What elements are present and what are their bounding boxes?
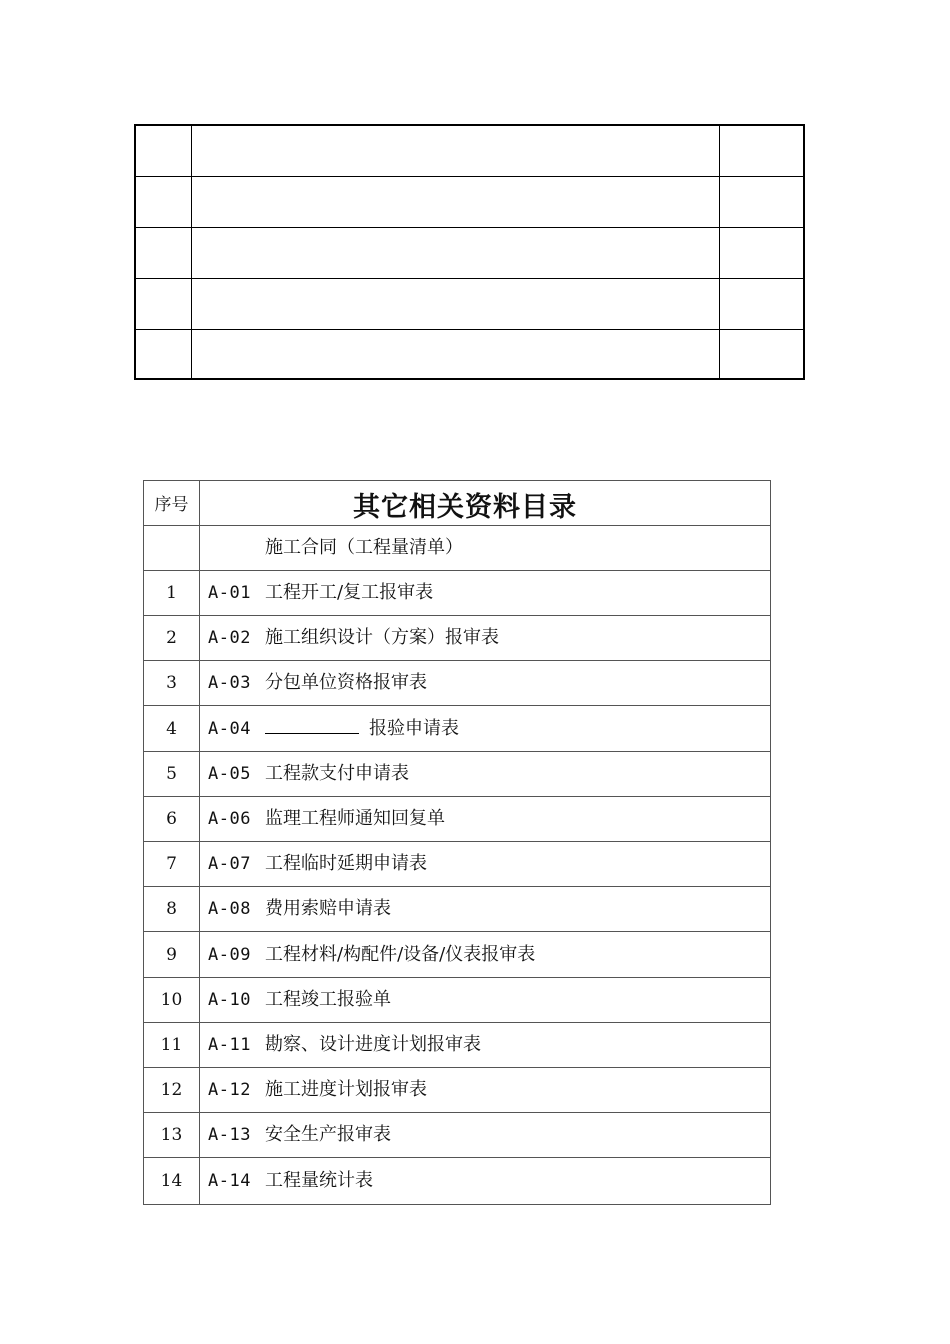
item-code: A-01 (208, 583, 251, 603)
contract-row (144, 526, 770, 571)
item-number: 3 (166, 673, 177, 694)
table-row (136, 177, 803, 228)
item-number: 12 (160, 1080, 183, 1101)
item-code: A-02 (208, 628, 251, 649)
table-row (136, 228, 803, 279)
item-code: A-07 (208, 854, 251, 875)
item-code: A-03 (208, 673, 251, 694)
table-row (136, 330, 803, 381)
item-number: 1 (166, 583, 177, 603)
item-name: 报验申请表 (369, 717, 459, 739)
item-code: A-12 (208, 1080, 251, 1101)
item-number: 2 (166, 628, 177, 649)
item-name-cell (265, 707, 459, 751)
item-name: 勘察、设计进度计划报审表 (265, 1034, 481, 1055)
item-name: 安全生产报审表 (265, 1124, 391, 1146)
fill-in-blank (265, 732, 359, 734)
list-item (144, 752, 770, 797)
item-name: 施工进度计划报审表 (265, 1079, 427, 1101)
item-name-cell (265, 752, 409, 796)
item-name-cell (265, 978, 391, 1022)
item-name-cell (265, 797, 445, 841)
item-name: 工程量统计表 (265, 1169, 373, 1191)
item-number: 14 (160, 1170, 183, 1191)
list-item (144, 1023, 770, 1068)
item-name-cell (265, 1113, 391, 1157)
item-name-cell (265, 887, 391, 931)
item-number: 6 (166, 809, 177, 829)
item-number: 13 (160, 1125, 183, 1146)
list-item (144, 887, 770, 932)
item-name: 工程临时延期申请表 (265, 853, 427, 875)
contract-label: 施工合同（工程量清单） (265, 537, 463, 558)
list-item (144, 707, 770, 752)
item-name: 费用索赔申请表 (265, 898, 391, 920)
list-item (144, 978, 770, 1023)
item-name: 工程材料/构配件/设备/仪表报审表 (265, 943, 536, 965)
item-code: A-06 (208, 809, 251, 829)
table-row (136, 126, 803, 177)
item-name-cell (265, 571, 433, 615)
list-item (144, 933, 770, 978)
top-empty-table (134, 124, 805, 380)
list-item (144, 571, 770, 616)
toc-header-row (144, 481, 770, 526)
item-number: 5 (166, 763, 177, 784)
item-number: 10 (160, 989, 183, 1010)
item-code: A-08 (208, 899, 251, 920)
list-item (144, 1159, 770, 1204)
item-name-cell (265, 616, 499, 660)
item-code: A-13 (208, 1125, 251, 1146)
item-name-cell (265, 1023, 481, 1067)
item-name: 监理工程师通知回复单 (265, 808, 445, 829)
item-code: A-10 (208, 989, 251, 1010)
list-item (144, 1113, 770, 1158)
toc-title: 其它相关资料目录 (353, 492, 577, 523)
seq-header: 序号 (154, 495, 189, 515)
item-name: 工程竣工报验单 (265, 988, 391, 1010)
item-number: 11 (160, 1035, 183, 1055)
item-number: 9 (166, 944, 177, 965)
item-name-cell (265, 933, 535, 977)
item-number: 7 (166, 854, 177, 875)
item-name-cell (265, 1068, 427, 1112)
item-code: A-04 (208, 718, 251, 739)
table-row (136, 279, 803, 330)
item-name-cell (265, 1159, 373, 1203)
item-number: 8 (166, 899, 177, 920)
item-name: 工程款支付申请表 (265, 762, 409, 784)
item-name: 施工组织设计（方案）报审表 (265, 627, 499, 649)
toc-table (143, 480, 771, 1205)
list-item (144, 797, 770, 842)
item-name: 分包单位资格报审表 (265, 672, 427, 694)
item-code: A-14 (208, 1170, 251, 1191)
list-item (144, 1068, 770, 1113)
item-number: 4 (166, 718, 177, 739)
item-code: A-09 (208, 944, 251, 965)
item-code: A-05 (208, 763, 251, 784)
item-name-cell (265, 842, 427, 886)
list-item (144, 661, 770, 706)
item-code: A-11 (208, 1035, 251, 1055)
list-item (144, 616, 770, 661)
item-name: 工程开工/复工报审表 (265, 582, 434, 603)
item-name-cell (265, 661, 427, 705)
list-item (144, 842, 770, 887)
